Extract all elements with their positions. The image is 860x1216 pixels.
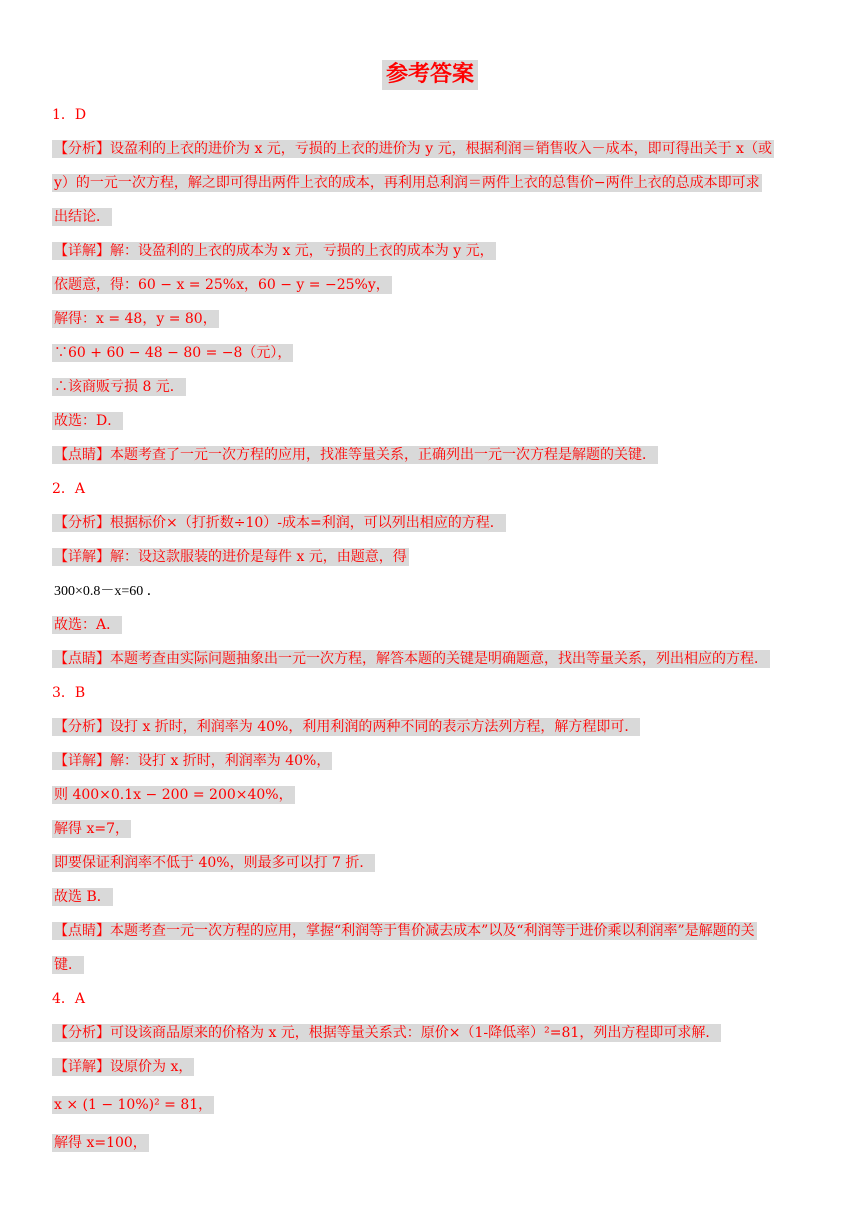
q2-choice: 故选：A． <box>54 617 121 633</box>
q4-detail-line-1: 【详解】设原价为 x， <box>54 1059 193 1075</box>
q2-detail-line-2: 300×0.8－x=60 ． <box>54 584 161 599</box>
q1-analysis-line-3: 出结论． <box>54 209 110 225</box>
q2-number: 2．A <box>52 481 86 497</box>
q3-number: 3．B <box>52 685 86 701</box>
q3-detail-line-1: 【详解】解：设打 x 折时，利润率为 40%， <box>54 753 331 769</box>
q3-comment-line-2: 键． <box>54 957 82 973</box>
q1-detail-line-3: 解得：x = 48，y = 80， <box>54 311 217 327</box>
q1-analysis-line-1: 【分析】设盈利的上衣的进价为 x 元，亏损的上衣的进价为 y 元，根据利润＝销售收入－成本，即可得出关于 x（或 <box>54 141 772 157</box>
q1-detail-line-4: ∵60 + 60 − 48 − 80 = −8（元）， <box>54 345 292 361</box>
q4-number: 4．A <box>52 991 86 1007</box>
q1-detail-line-5: ∴该商贩亏损 8 元． <box>54 379 184 395</box>
q4-detail-line-3: 解得 x=100， <box>54 1135 147 1151</box>
q4-detail-line-2: x × (1 − 10%)² = 81， <box>54 1097 213 1113</box>
q2-detail-line-1: 【详解】解：设这款服装的进价是每件 x 元，由题意，得 <box>54 549 407 565</box>
q1-detail-line-1: 【详解】解：设盈利的上衣的成本为 x 元，亏损的上衣的成本为 y 元， <box>54 243 494 259</box>
q1-detail-line-2: 依题意，得：60 − x = 25%x，60 − y = −25%y， <box>54 277 390 293</box>
page-title-block <box>0 60 860 90</box>
q3-detail-line-2: 则 400×0.1x − 200 = 200×40%， <box>54 787 293 803</box>
q1-number: 1．D <box>52 107 87 123</box>
q2-comment: 【点睛】本题考查由实际问题抽象出一元一次方程，解答本题的关键是明确题意，找出等量关系，列出相应的方程． <box>54 651 768 667</box>
q3-comment-line-1: 【点睛】本题考查一元一次方程的应用，掌握“利润等于售价减去成本”以及“利润等于进价乘以利润率”是解题的关 <box>54 923 755 939</box>
q3-detail-line-3: 解得 x=7， <box>54 821 129 837</box>
q1-analysis-line-2: y）的一元一次方程，解之即可得出两件上衣的成本，再利用总利润＝两件上衣的总售价−两件上衣的总成本即可求 <box>54 175 760 191</box>
q3-detail-line-4: 即要保证利润率不低于 40%，则最多可以打 7 折． <box>54 855 374 871</box>
q1-comment: 【点睛】本题考查了一元一次方程的应用，找准等量关系，正确列出一元一次方程是解题的关键． <box>54 447 656 463</box>
q2-analysis: 【分析】根据标价×（打折数÷10）-成本=利润，可以列出相应的方程． <box>54 515 504 531</box>
q1-choice: 故选：D． <box>54 413 122 429</box>
q3-choice: 故选 B． <box>54 889 111 905</box>
page-title: 参考答案 <box>382 60 478 90</box>
q3-analysis: 【分析】设打 x 折时，利润率为 40%，利用利润的两种不同的表示方法列方程，解方程即可． <box>54 719 639 735</box>
q4-analysis: 【分析】可设该商品原来的价格为 x 元，根据等量关系式：原价×（1-降低率）²=81，列出方程即可求解． <box>54 1025 720 1041</box>
